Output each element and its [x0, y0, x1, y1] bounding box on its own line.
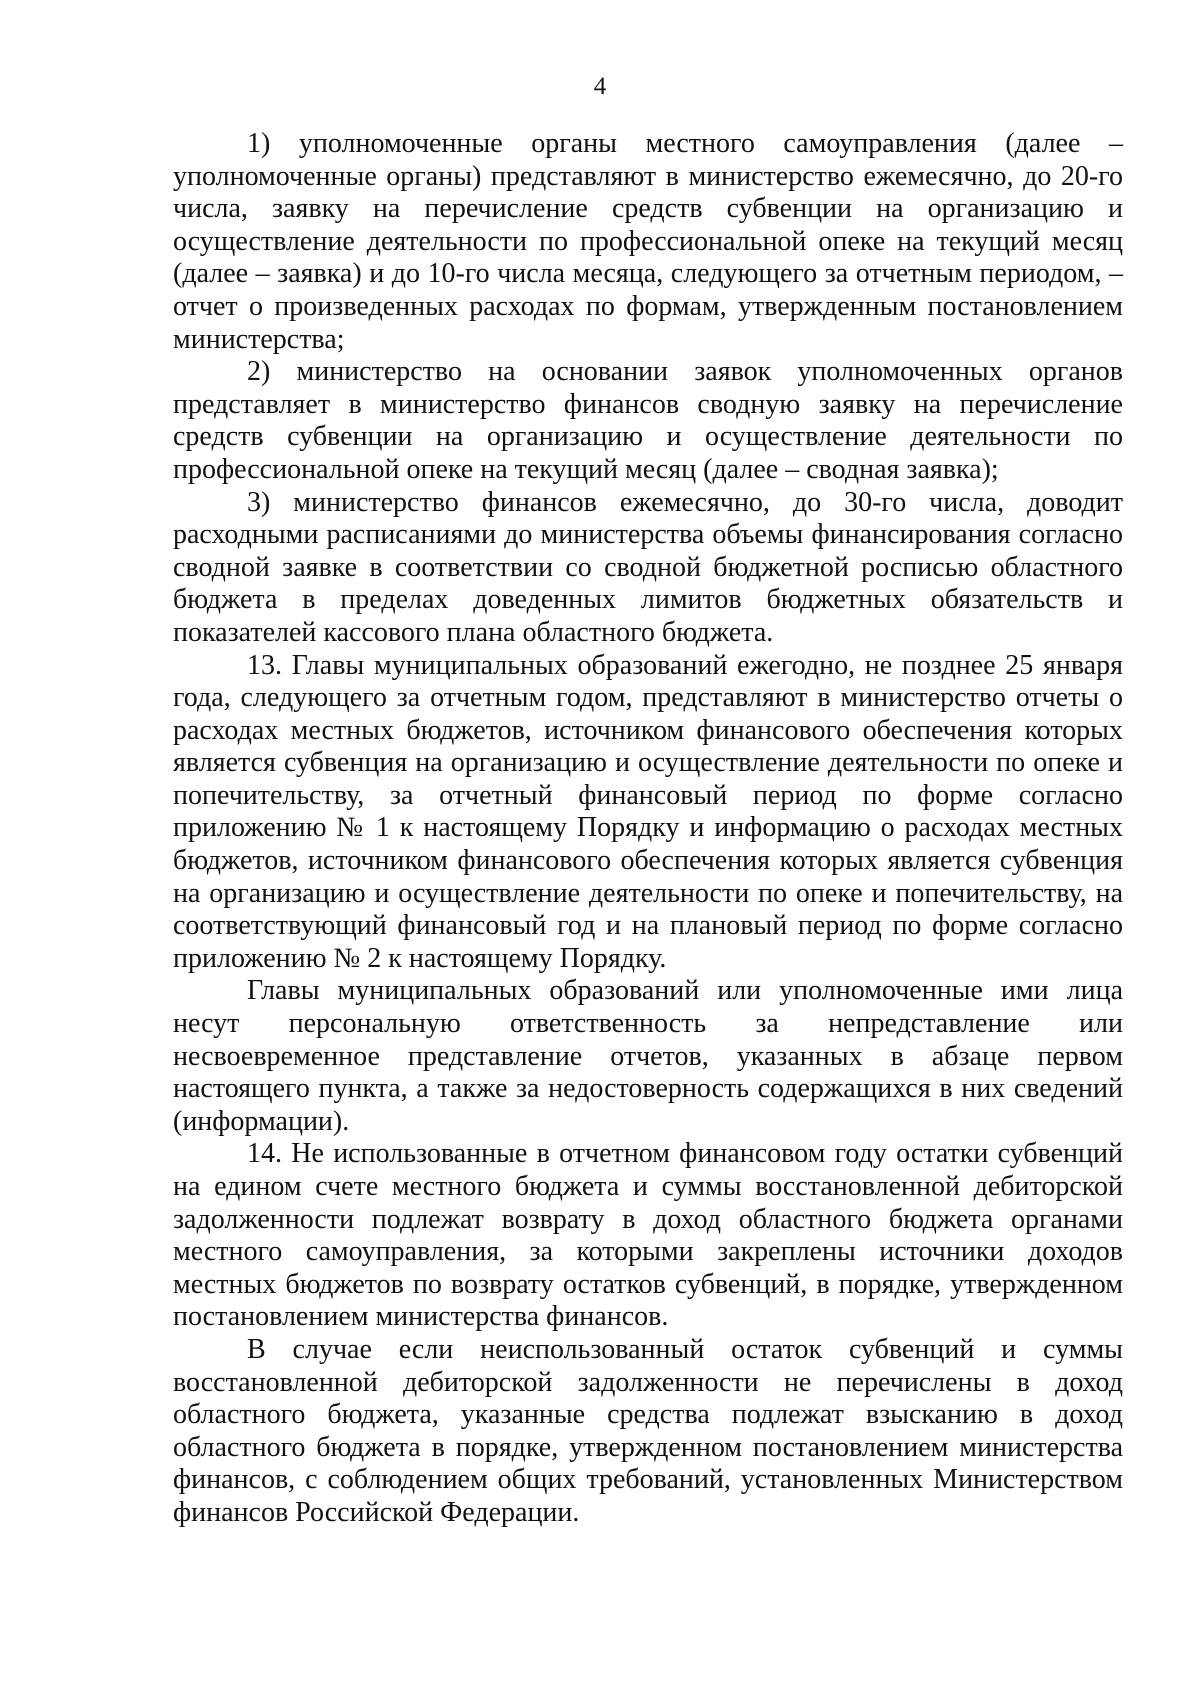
paragraph-item-1: 1) уполномоченные органы местного самоуправления (далее – уполномоченные органы) представляют в министерство ежемесячно, до 20-го числа, заявку на перечисление средств субвенции на организацию и осуществление деятельности по профессиональной опеке на текущий месяц (далее – заявка) и до 10-го числа месяца, следующего за отчетным периодом, – отчет о произведенных расходах по формам, утвержденным постановлением министерства; [173, 128, 1123, 355]
document-body [173, 128, 1123, 1530]
paragraph-item-3: 3) министерство финансов ежемесячно, до 30-го числа, доводит расходными расписаниями до министерства объемы финансирования согласно сводной заявке в соответствии со сводной бюджетной росписью областного бюджета в пределах доведенных лимитов бюджетных обязательств и показателей кассового плана областного бюджета. [173, 486, 1123, 648]
paragraph-section-13: 13. Главы муниципальных образований ежегодно, не позднее 25 января года, следующего за отчетным годом, представляют в министерство отчеты о расходах местных бюджетов, источником финансового обеспечения которых является субвенция на организацию и осуществление деятельности по опеке и попечительству, за отчетный финансовый период по форме согласно приложению № 1 к настоящему Порядку и информацию о расходах местных бюджетов, источником финансового обеспечения которых является субвенция на организацию и осуществление деятельности по опеке и попечительству, на соответствующий финансовый год и на плановый период по форме согласно приложению № 2 к настоящему Порядку. [173, 649, 1123, 974]
paragraph-section-14-recovery: В случае если неиспользованный остаток субвенций и суммы восстановленной дебиторской задолженности не перечислены в доход областного бюджета, указанные средства подлежат взысканию в доход областного бюджета в порядке, утвержденном постановлением министерства финансов, с соблюдением общих требований, установленных Министерством финансов Российской Федерации. [173, 1333, 1123, 1528]
paragraph-section-13-responsibility: Главы муниципальных образований или уполномоченные ими лица несут персональную ответственность за непредставление или несвоевременное представление отчетов, указанных в абзаце первом настоящего пункта, а также за недостоверность содержащихся в них сведений (информации). [173, 975, 1123, 1137]
page-number: 4 [593, 73, 607, 100]
paragraph-item-2: 2) министерство на основании заявок уполномоченных органов представляет в министерство финансов сводную заявку на перечисление средств субвенции на организацию и осуществление деятельности по профессиональной опеке на текущий месяц (далее – сводная заявка); [173, 356, 1123, 485]
paragraph-section-14: 14. Не использованные в отчетном финансовом году остатки субвенций на едином счете местного бюджета и суммы восстановленной дебиторской задолженности подлежат возврату в доход областного бюджета органами местного самоуправления, за которыми закреплены источники доходов местных бюджетов по возврату остатков субвенций, в порядке, утвержденном постановлением министерства финансов. [173, 1138, 1123, 1333]
